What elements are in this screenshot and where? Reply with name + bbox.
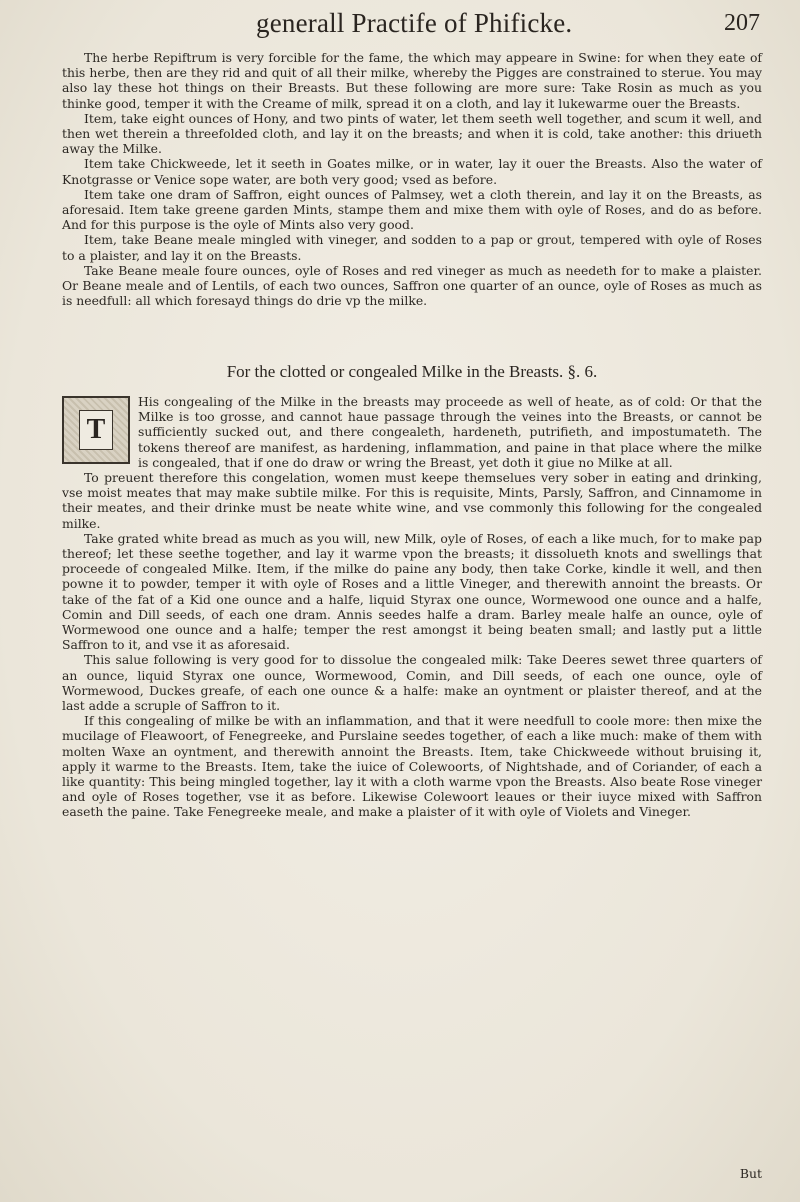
paragraph: Item, take Beane meale mingled with vineger, and sodden to a pap or grout, tempered with oyle of Roses to a plaister, and lay it on the Breasts. xyxy=(62,232,762,263)
paragraph: Item take Chickweede, let it seeth in Goates milke, or in water, lay it ouer the Breasts. Also the water of Knotgrasse or Venice sope water, are both very good; vsed as before. xyxy=(62,156,762,187)
paragraph: Item, take eight ounces of Hony, and two pints of water, let them seeth well together, and scum it well, and then wet therein a threefolded cloth, and lay it on the breasts; and when it is cold, take another: this driueth away the Milke. xyxy=(62,110,762,157)
paragraph: The herbe Repiftrum is very forcible for the fame, the which may appeare in Swine: for when they eate of this herbe, then are they rid and quit of all their milke, whereby the Pigges are constrained to sterue. You may also lay these hot things on their Breasts. But these following are more sure: Take Rosin as much as you thinke good, temper it with the Creame of milk, spread it on a cloth, and lay it lukewarme ouer the Breasts. xyxy=(62,50,762,111)
paragraph: His congealing of the Milke in the breasts may proceede as well of heate, as of cold: Or that the Milke is too grosse, and cannot haue passage through the veines into the Breasts, or cannot be sufficiently sucked out, and there congealeth, hardeneth, putrifieth, and impostumateth. The tokens thereof are manifest, as hardening, inflammation, and paine in that place where the milke is congealed, that if one do draw or wring the Breast, yet doth it giue no Milke at all. xyxy=(138,394,762,470)
page-number: 207 xyxy=(724,10,760,36)
page-header xyxy=(60,6,760,46)
section-heading: For the clotted or congealed Milke in the Breasts. §. 6. xyxy=(226,362,598,381)
paragraph: This salue following is very good for to dissolue the congealed milk: Take Deeres sewet three quarters of an ounce, liquid Styrax one ounce, Wormewood, Comin, and Dill seeds, of each one ounce, oyle of Wormewood, Duckes greafe, of each one ounce & a halfe: make an oyntment or plaister thereof, and at the last adde a scruple of Saffron to it. xyxy=(62,652,762,714)
body-text-bottom xyxy=(62,394,762,820)
decorated-initial xyxy=(62,396,130,464)
paragraph: If this congealing of milke be with an inflammation, and that it were needfull to coole more: then mixe the mucilage of Fleawoort, of Fenegreeke, and Purslaine seedes together, of each a like much: make of them with molten Waxe an oyntment, and therewith annoint the Breasts. Item, take Chickweede without bruising it, apply it warme to the Breasts. Item, take the iuice of Colewoorts, of Nightshade, and of Coriander, of each a like quantity: This being mingled together, lay it with a cloth warme vpon the Breasts. Also beate Rose vineger and oyle of Roses together, vse it as before. Likewise Colewoort leaues or their iuyce mixed with Saffron easeth the paine. Take Fenegreeke meale, and make a plaister of it with oyle of Violets and Vineger. xyxy=(62,713,762,820)
running-head: generall Practife of Phificke. xyxy=(256,8,573,38)
paragraph: Take Beane meale foure ounces, oyle of Roses and red vineger as much as needeth for to make a plaister. Or Beane meale and of Lentils, of each two ounces, Saffron one quarter of an ounce, oyle of Roses as much as is needfull: all which foresayd things do drie vp the milke. xyxy=(62,262,762,309)
initial-letter: T xyxy=(79,410,113,450)
body-text-top xyxy=(62,50,762,308)
catchword: But xyxy=(739,1166,762,1181)
paragraph: Take grated white bread as much as you will, new Milk, oyle of Roses, of each a like much, for to make pap thereof; let these seethe together, and lay it warme vpon the breasts; it dissolueth knots and swellings that proceede of congealed Milke. Item, if the milke do paine any body, then take Corke, kindle it well, and then powne it to powder, temper it with oyle of Roses and a little Vineger, and therewith annoint the breasts. Or take of the fat of a Kid one ounce and a halfe, liquid Styrax one ounce, Wormewood one ounce and a halfe, Comin and Dill seeds, of each one dram. Annis seedes halfe a dram. Barley meale halfe an ounce, oyle of Wormewood one ounce and a halfe; temper the rest amongst it being beaten small; and lastly put a little Saffron to it, and vse it as aforesaid. xyxy=(62,530,762,653)
paragraph: Item take one dram of Saffron, eight ounces of Palmsey, wet a cloth therein, and lay it on the Breasts, as aforesaid. Item take greene garden Mints, stampe them and mixe them with oyle of Roses, and do as before. And for this purpose is the oyle of Mints also very good. xyxy=(62,186,762,233)
paragraph: To preuent therefore this congelation, women must keepe themselues very sober in eating and drinking, vse moist meates that may make subtile milke. For this is requisite, Mints, Parsly, Saffron, and Cinnamome in their meates, and their drinke must be neate white wine, and vse commonly this following for the congealed milke. xyxy=(62,470,762,531)
